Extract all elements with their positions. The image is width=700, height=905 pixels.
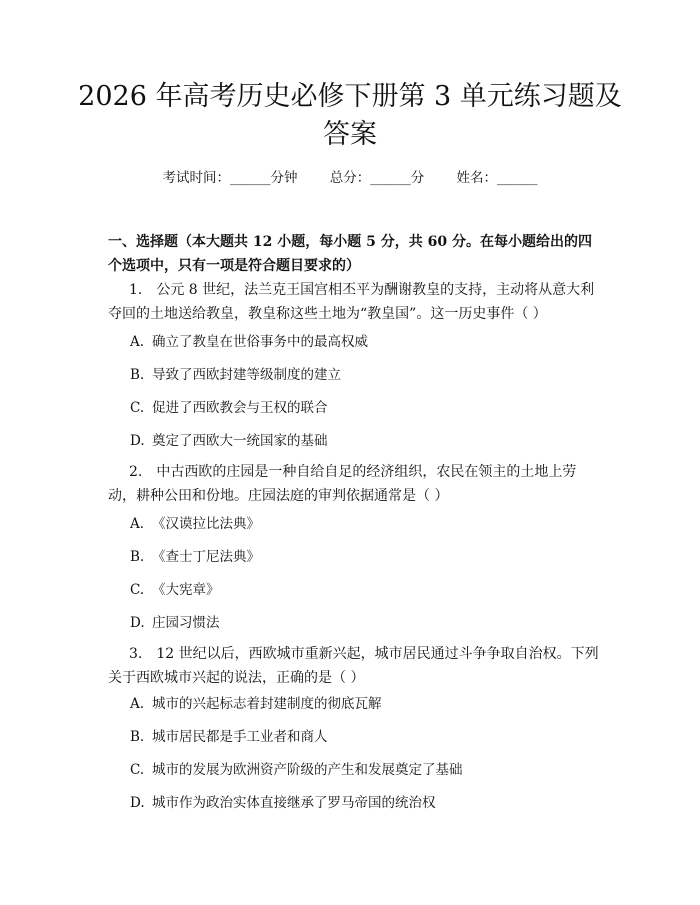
option-letter: C. bbox=[130, 762, 145, 778]
question-3-stem: 3. 12 世纪以后，西欧城市重新兴起，城市居民通过斗争争取自治权。下列关于西欧城市兴起的说法，正确的是（ ） bbox=[108, 646, 599, 686]
option-letter: C. bbox=[130, 582, 145, 598]
option-text: 城市居民都是手工业者和商人 bbox=[152, 729, 328, 745]
title-line-1: 2026 年高考历史必修下册第 3 单元练习题及 bbox=[78, 81, 622, 112]
student-name-field: 姓名：______ bbox=[456, 170, 538, 186]
question-3-option-b bbox=[130, 727, 328, 747]
option-text: 庄园习惯法 bbox=[152, 615, 220, 631]
document-title bbox=[60, 78, 640, 154]
option-text: 《查士丁尼法典》 bbox=[152, 549, 260, 565]
option-letter: B. bbox=[130, 367, 145, 383]
option-text: 《大宪章》 bbox=[152, 582, 220, 598]
question-2-stem: 2. 中古西欧的庄园是一种自给自足的经济组织，农民在领主的土地上劳动，耕种公田和份地。庄园法庭的审判依据通常是（ ） bbox=[108, 464, 577, 504]
option-letter: D. bbox=[130, 615, 145, 631]
question-2-option-b bbox=[130, 547, 260, 567]
question-2-option-d bbox=[130, 613, 220, 633]
section-heading: 一、选择题（本大题共 12 小题，每小题 5 分，共 60 分。在每小题给出的四个选项中，只有一项是符合题目要求的） bbox=[108, 234, 592, 274]
exam-info-line bbox=[0, 168, 700, 188]
total-score-field: 总分：______分 bbox=[329, 170, 425, 186]
exam-time-field: 考试时间：______分钟 bbox=[162, 170, 298, 186]
option-letter: A. bbox=[130, 516, 145, 532]
option-text: 导致了西欧封建等级制度的建立 bbox=[152, 367, 341, 383]
option-letter: A. bbox=[130, 334, 145, 350]
option-text: 奠定了西欧大一统国家的基础 bbox=[152, 433, 328, 449]
option-letter: D. bbox=[130, 795, 145, 811]
option-text: 城市的兴起标志着封建制度的彻底瓦解 bbox=[152, 696, 382, 712]
question-1-option-b bbox=[130, 365, 341, 385]
option-letter: B. bbox=[130, 549, 145, 565]
question-2-option-c bbox=[130, 580, 220, 600]
option-text: 促进了西欧教会与王权的联合 bbox=[152, 400, 328, 416]
option-text: 城市的发展为欧洲资产阶级的产生和发展奠定了基础 bbox=[152, 762, 463, 778]
question-1-option-a bbox=[130, 332, 368, 352]
option-text: 《汉谟拉比法典》 bbox=[152, 516, 260, 532]
option-letter: A. bbox=[130, 696, 145, 712]
option-text: 城市作为政治实体直接继承了罗马帝国的统治权 bbox=[152, 795, 436, 811]
option-letter: B. bbox=[130, 729, 145, 745]
option-letter: C. bbox=[130, 400, 145, 416]
title-line-2: 答案 bbox=[323, 119, 377, 150]
question-1-option-d bbox=[130, 431, 328, 451]
question-3-option-c bbox=[130, 760, 463, 780]
question-3-option-a bbox=[130, 694, 382, 714]
option-text: 确立了教皇在世俗事务中的最高权威 bbox=[152, 334, 368, 350]
question-1-stem: 1. 公元 8 世纪，法兰克王国宫相丕平为酬谢教皇的支持，主动将从意大利夺回的土地送给教皇，教皇称这些土地为“教皇国”。这一历史事件（ ） bbox=[108, 282, 595, 322]
question-1-option-c bbox=[130, 398, 328, 418]
question-3-option-d bbox=[130, 793, 436, 813]
question-2-option-a bbox=[130, 514, 260, 534]
option-letter: D. bbox=[130, 433, 145, 449]
